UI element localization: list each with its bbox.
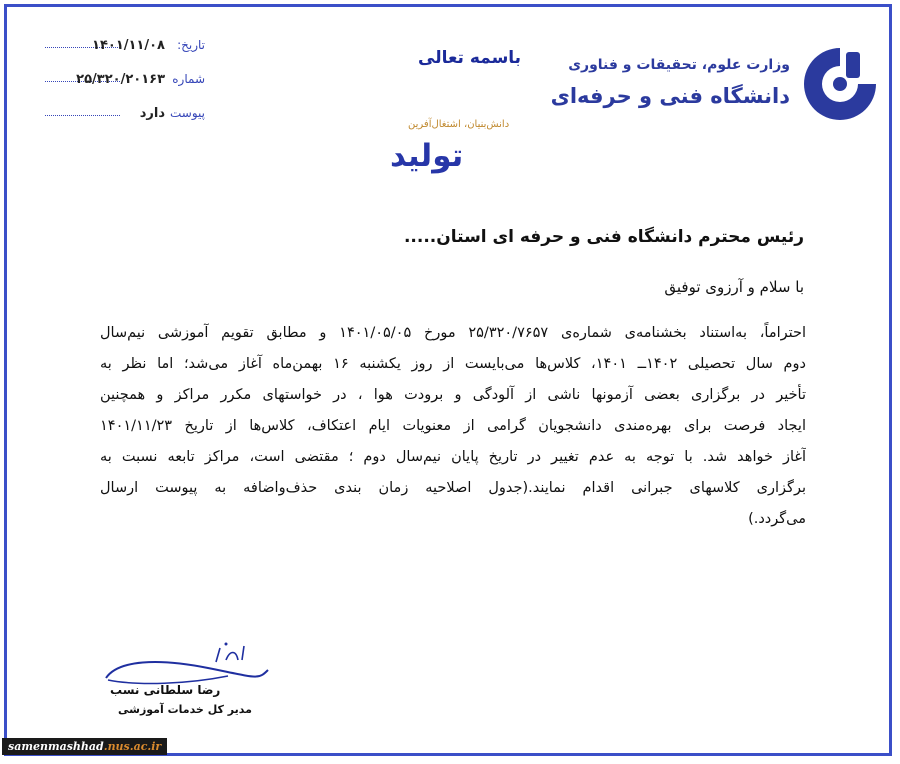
watermark-site: samenmashhad xyxy=(8,740,104,753)
date-label: تاریخ: xyxy=(177,38,205,52)
number-label: شماره xyxy=(172,72,205,86)
body-line: دوم سال تحصیلی ۱۴۰۲ــ ۱۴۰۱، کلاس‌ها می‌بایست از روز یکشنبه ۱۶ بهمن‌ماه آغاز می‌شد؛ اما نظر به xyxy=(100,356,806,372)
number-value: ۲۵/۳۲۰/۲۰۱۶۳ xyxy=(76,72,165,87)
signer-name: رضا سلطانی نسب xyxy=(110,683,221,697)
attachment-dotted-line xyxy=(45,115,120,116)
body-line: آغاز خواهد شد. با توجه به عدم تغییر در تاریخ پایان نیم‌سال دوم ؛ مقتضی است، مراکز تابعه نسبت به xyxy=(100,449,806,465)
attachment-field xyxy=(45,106,205,126)
university-name: دانشگاه فنی و حرفه‌ای xyxy=(550,84,790,108)
body-line: احتراماً، به‌استناد بخشنامه‌ی شماره‌ی ۲۵/۳۲۰/۷۶۵۷ مورخ ۱۴۰۱/۰۵/۰۵ و مطابق تقویم آموزشی نیم‌سال xyxy=(100,325,806,341)
number-field xyxy=(45,72,205,92)
body-line: تأخیر در برگزاری بعضی آزمونها ناشی از آلودگی و برودت هوا ، در خواستهای مکرر مراکز و همچنین xyxy=(100,387,806,403)
letter-addressee: رئیس محترم دانشگاه فنی و حرفه ای استان..... xyxy=(403,227,804,247)
attachment-label: پیوست xyxy=(170,106,205,120)
letter-greeting: با سلام و آرزوی توفیق xyxy=(664,278,804,296)
date-field xyxy=(45,38,205,58)
ministry-name: وزارت علوم، تحقیقات و فناوری xyxy=(568,57,790,73)
body-line: می‌گردد.) xyxy=(748,511,806,527)
university-logo-icon xyxy=(800,44,880,124)
date-value: ۱۴۰۱/۱۱/۰۸ xyxy=(92,38,165,53)
body-line: ایجاد فرصت برای بهره‌مندی دانشجویان گرامی از معنویات ایام اعتکاف، کلاس‌ها از تاریخ ۱۴۰۱/۱۱/۲۳ xyxy=(100,418,806,434)
invocation-text: باسمه تعالی xyxy=(418,48,522,68)
slogan-title: تولید xyxy=(390,138,464,174)
site-watermark xyxy=(2,738,167,755)
body-line: برگزاری کلاسهای جبرانی اقدام نمایند.(جدول اصلاحیه زمان بندی حذف‌واضافه به پیوست ارسال xyxy=(100,480,806,496)
watermark-domain: .nus.ac.ir xyxy=(103,740,162,753)
signer-title: مدیر کل خدمات آموزشی xyxy=(118,703,252,716)
attachment-value: دارد xyxy=(139,106,165,121)
letter-body xyxy=(100,318,806,535)
slogan-subtitle: دانش‌بنیان، اشتغال‌آفرین xyxy=(408,119,510,130)
